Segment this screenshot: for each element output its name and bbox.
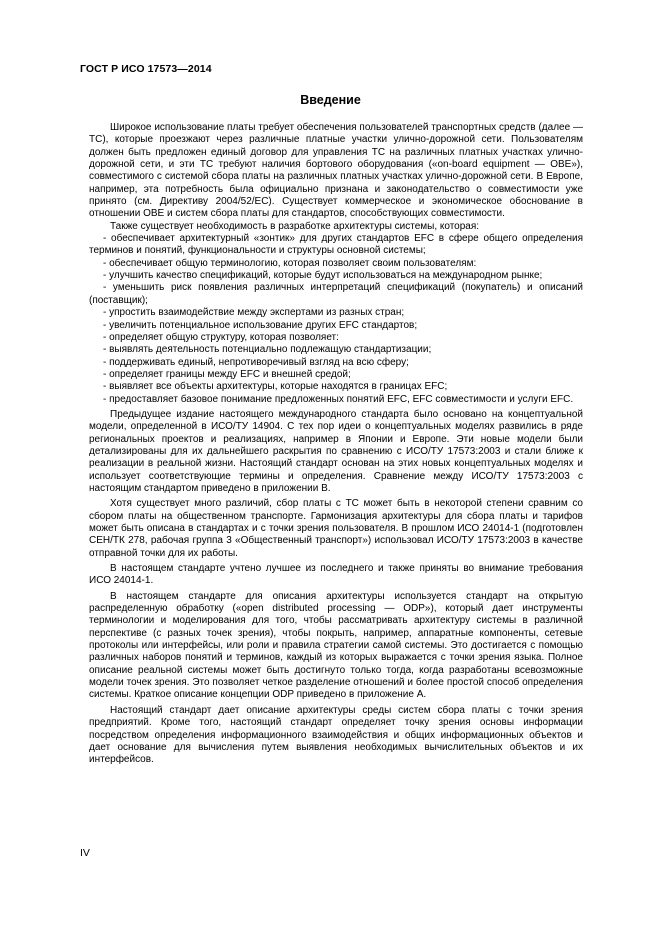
paragraph: Широкое использование платы требует обеспечения пользователей транспортных средств (далее — ТС), которые проезжают через различные платные участки улично-дорожной сети. Пользователям должен быть предложен единый договор для управления ТС на различных платных участках улично-дорожной сети, и эти ТС требуют наличия бортового оборудования («on-board equipment — OBE»), совместимого с системой сбора платы на различных платных участках улично-дорожной сети. В Европе, например, эта потребность была официально признана и законодательство о совместимости уже принято (см. Директиву 2004/52/EC). Существует коммерческое и экономическое обоснование в отношении OBE и систем сбора платы для стандартов, способствующих совместимости. [89,122,583,220]
list-item: - предоставляет базовое понимание предложенных понятий EFC, EFC совместимости и услуги EFC. [103,393,574,405]
page-number: IV [80,847,90,859]
paragraph: Настоящий стандарт дает описание архитектуры среды систем сбора платы с точки зрения предприятий. Кроме того, настоящий стандарт определяет точку зрения основы информации посредством определения информационного взаимодействия и общих информационных объектов и дает основание для вычисления путем выявления необходимых вычислительных объектов и их интерфейсов. [89,704,583,766]
list-item: - определяет границы между EFC и внешней средой; [103,368,351,380]
list-item: - уменьшить риск появления различных интерпретаций спецификаций (покупатель) и описаний (поставщик); [89,282,583,306]
document-header: ГОСТ Р ИСО 17573—2014 [80,63,212,75]
list-item: - увеличить потенциальное использование других EFC стандартов; [103,319,418,331]
paragraph: Также существует необходимость в разработке архитектуры системы, которая: [110,220,480,232]
list-item: - определяет общую структуру, которая позволяет: [103,331,339,343]
paragraph: В настоящем стандарте учтено лучшее из последнего и также приняты во внимание требования ИСО 24014-1. [89,563,583,587]
list-item: - поддерживать единый, непротиворечивый взгляд на всю сферу; [103,356,409,368]
list-item: - упростить взаимодействие между экспертами из разных стран; [103,307,405,319]
section-title: Введение [300,93,361,107]
paragraph: Хотя существует много различий, сбор платы с ТС может быть в некоторой степени сравним со сбором платы на общественном транспорте. Гармонизация архитектуры для сбора платы и тарифов может быть описана в стандартах и с точки зрения пользователя. В прошлом ИСО 24014-1 (подготовлен СЕН/ТК 278, рабочая группа 3 «Общественный транспорт») использовал ИСО/ТУ 17573:2003 в качестве отправной точки для их работы. [89,498,583,559]
paragraph: Предыдущее издание настоящего международного стандарта было основано на концептуальной модели, определенной в ИСО/ТУ 14904. С тех пор идеи о концептуальных моделях развились в ряде региональных проектов и реализациях, например в Японии и Европе. Эти новые модели были детализированы для их дальнейшего раскрытия по сравнению с ИСО/ТУ 17573:2003 и стали ближе к реализации в реальной жизни. Настоящий стандарт основан на этих новых концептуальных моделях и использует соответствующие термины и определения. Сравнение между ИСО/ТУ 17573:2003 с настоящим стандартом приведено в приложении В. [89,408,583,494]
list-item: - улучшить качество спецификаций, которые будут использоваться на международном рынке; [103,270,543,282]
list-item: - обеспечивает общую терминологию, которая позволяет своим пользователям: [103,257,477,269]
section-body [89,122,583,767]
list-item: - выявлять деятельность потенциально подлежащую стандартизации; [103,344,432,356]
paragraph: В настоящем стандарте для описания архитектуры используется стандарт на открытую распределенную обработку («open distributed processing — ODP»), который дает инструменты терминологии и моделирования для того, чтобы рассматривать архитектуру системы в различной перспективе (с разных точек зрения), чтобы покрыть, например, аппаратные компоненты, сетевые протоколы или интерфейсы, или роли и правила стратегии самой системы. Это достигается с помощью различных наборов понятий и терминов, каждый из которых выражается с точки зрения языка. Полное описание реальной системы может быть достигнуто только тогда, когда разработаны всевозможные модели точек зрения. Это позволяет четкое разделение отношений и более простой способ определения системы. Краткое описание концепции ODP приведено в приложение А. [89,590,583,701]
list-item: - выявляет все объекты архитектуры, которые находятся в границах EFC; [103,381,448,393]
list-item: - обеспечивает архитектурный «зонтик» для других стандартов EFC в сфере общего определения терминов и понятий, функциональности и структуры основной системы; [89,233,583,257]
